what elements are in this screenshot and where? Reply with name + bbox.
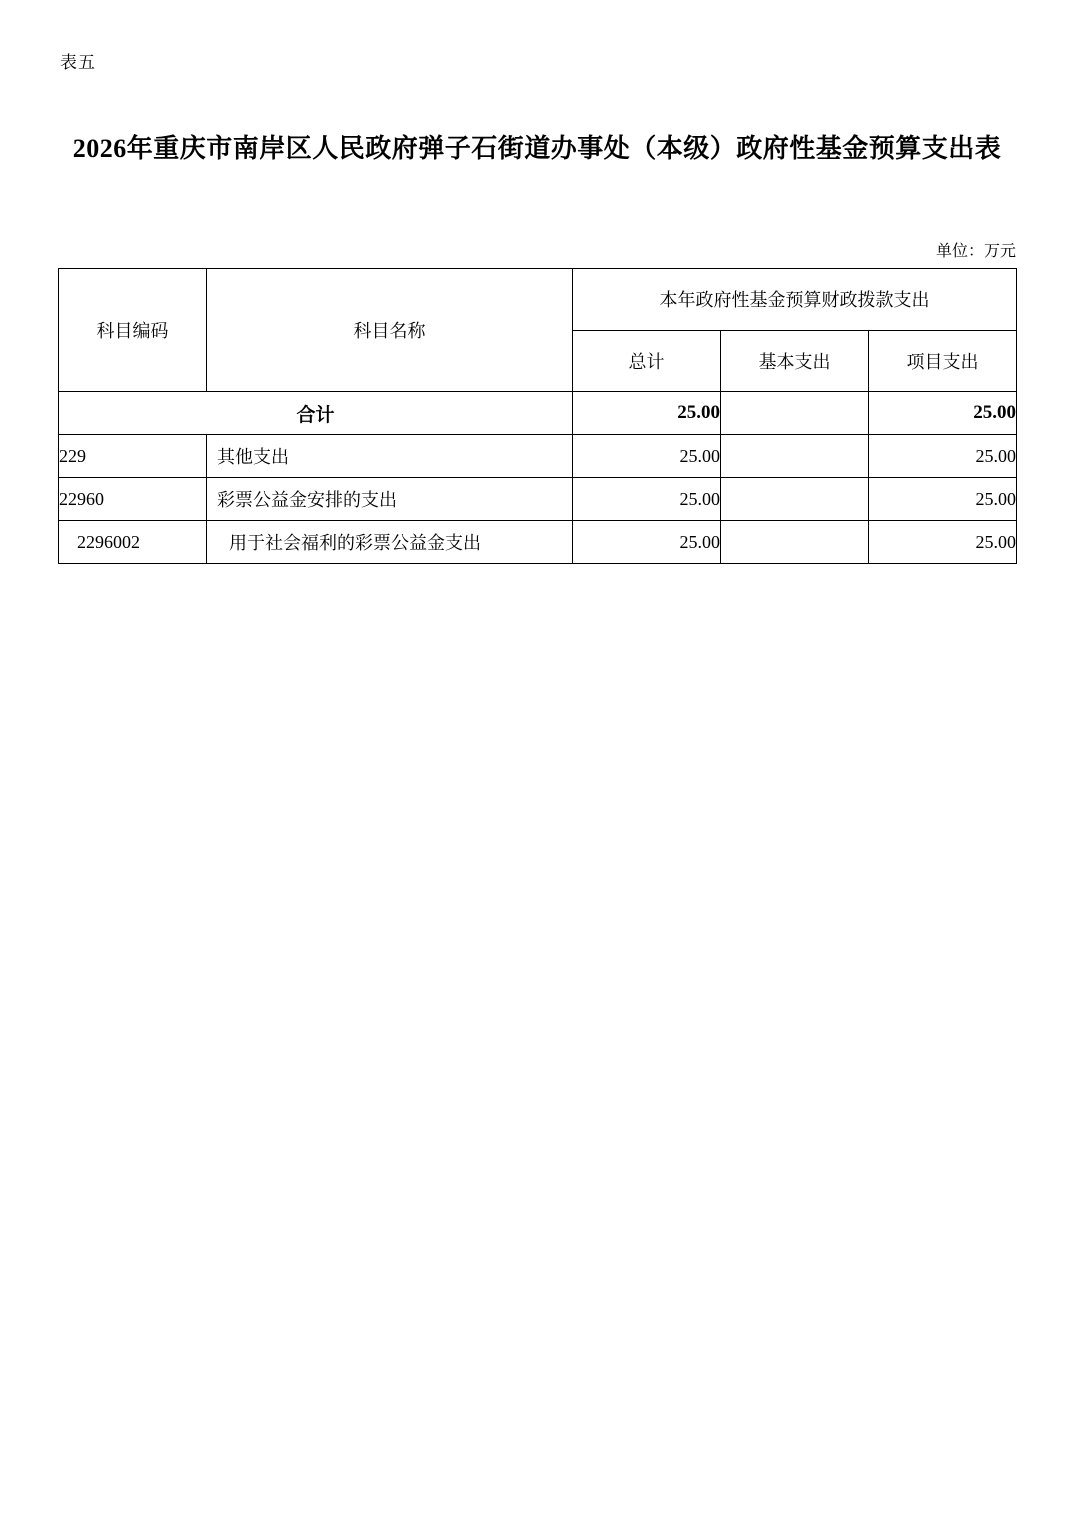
- row-total: 25.00: [573, 478, 721, 521]
- row-code: 2296002: [59, 521, 207, 564]
- row-code: 22960: [59, 478, 207, 521]
- sheet-label: 表五: [60, 53, 96, 73]
- table-row: [59, 435, 1017, 478]
- row-code: 229: [59, 435, 207, 478]
- row-total: 25.00: [573, 435, 721, 478]
- total-row-label: 合计: [59, 392, 573, 435]
- column-header-code: 科目编码: [59, 269, 207, 392]
- row-basic: [721, 478, 869, 521]
- row-project: 25.00: [869, 521, 1017, 564]
- page-title: 2026年重庆市南岸区人民政府弹子石街道办事处（本级）政府性基金预算支出表: [72, 134, 1002, 163]
- row-basic: [721, 435, 869, 478]
- column-header-group: 本年政府性基金预算财政拨款支出: [573, 269, 1017, 331]
- row-project: 25.00: [869, 478, 1017, 521]
- column-header-project: 项目支出: [869, 330, 1017, 392]
- total-row-basic: [721, 392, 869, 435]
- row-name: 其他支出: [207, 435, 573, 478]
- column-header-basic: 基本支出: [721, 330, 869, 392]
- column-header-total: 总计: [573, 330, 721, 392]
- table-row: [59, 478, 1017, 521]
- row-basic: [721, 521, 869, 564]
- row-project: 25.00: [869, 435, 1017, 478]
- row-name: 彩票公益金安排的支出: [207, 478, 573, 521]
- row-name: 用于社会福利的彩票公益金支出: [207, 521, 573, 564]
- row-total: 25.00: [573, 521, 721, 564]
- column-header-name: 科目名称: [207, 269, 573, 392]
- total-row-project: 25.00: [869, 392, 1017, 435]
- unit-note: 单位：万元: [935, 241, 1016, 260]
- total-row-total: 25.00: [573, 392, 721, 435]
- table-row-total: [59, 392, 1017, 435]
- table-row: [59, 521, 1017, 564]
- budget-expenditure-table: [58, 268, 1017, 564]
